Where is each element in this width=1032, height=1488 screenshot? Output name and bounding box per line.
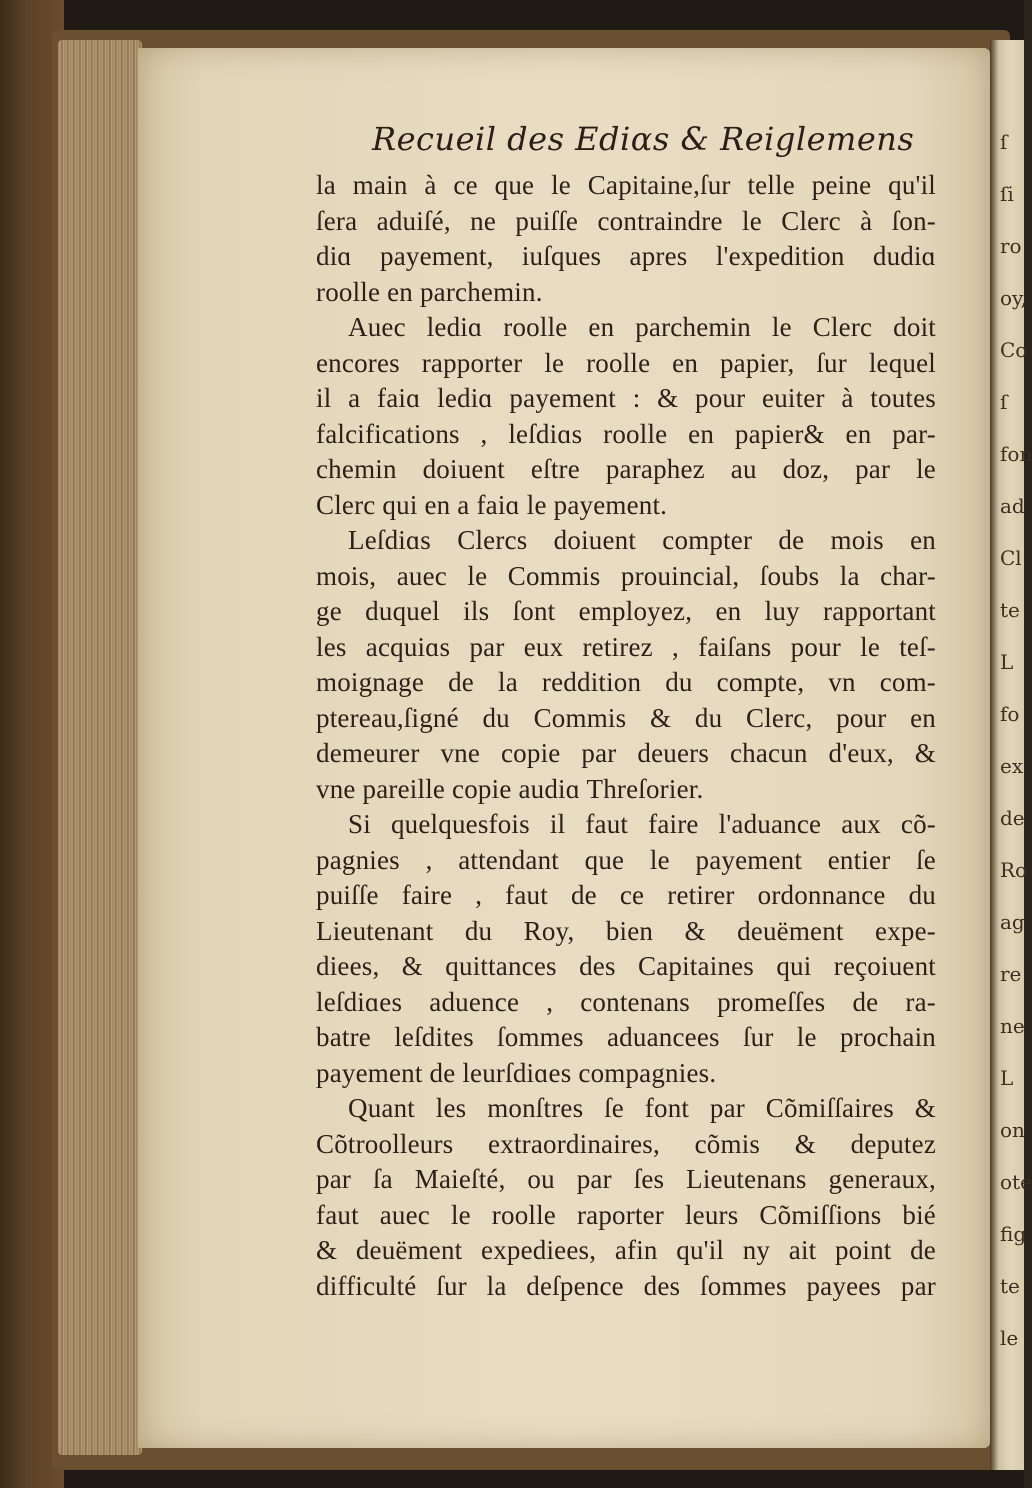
facing-page-fragment: fon bbox=[1000, 442, 1032, 466]
text-line: pagnies , attendant que le payement entier ſe bbox=[316, 844, 936, 875]
text-line: Leſdiɑs Clercs doiuent compter de mois en bbox=[348, 525, 936, 555]
facing-page-fragment: re bbox=[1000, 962, 1022, 986]
facing-page-fragment: de bbox=[1000, 806, 1025, 830]
facing-page-fragment: ag bbox=[1000, 910, 1025, 934]
text-line: demeurer vne copie par deuers chacun d'eux, & bbox=[316, 738, 936, 768]
text-line: par ſa Maieſté, ou par ſes Lieutenans generaux, bbox=[316, 1164, 936, 1194]
facing-page-fragment: te bbox=[1000, 1274, 1020, 1298]
page-edges bbox=[58, 40, 142, 1455]
text-line: falcifications , leſdiɑs roolle en papier& en par- bbox=[316, 418, 936, 449]
facing-page-fragment: fig bbox=[1000, 1222, 1027, 1246]
text-line: mois, auec le Commis prouincial, ſoubs la char- bbox=[316, 560, 936, 591]
facing-page-fragment: Ro bbox=[1000, 858, 1028, 882]
text-line: payement de leurſdiɑes compagnies. bbox=[316, 1057, 717, 1088]
text-line: & deuëment expediees, afin qu'il ny ait point de bbox=[316, 1235, 936, 1265]
text-line: vne pareille copie audiɑ Threſorier. bbox=[316, 773, 704, 804]
text-line: moignage de la reddition du compte, vn com- bbox=[316, 667, 936, 697]
text-line: Si quelquesfois il faut faire l'aduance aux cõ- bbox=[348, 809, 936, 839]
text-line: puiſſe faire , faut de ce retirer ordonnance du bbox=[316, 880, 936, 910]
facing-page-fragment: ex bbox=[1000, 754, 1024, 778]
facing-page-fragment: te bbox=[1000, 598, 1020, 622]
text-line: Quant les monſtres ſe font par Cõmiſſaires & bbox=[348, 1093, 936, 1123]
text-line: Cõtroolleurs extraordinaires, cõmis & deputez bbox=[316, 1128, 936, 1159]
text-line: Clerc qui en a faiɑ le payement. bbox=[316, 489, 668, 520]
facing-page-fragment: ſ bbox=[1000, 390, 1008, 414]
facing-page-fragment: le bbox=[1000, 1326, 1019, 1350]
facing-page-fragment: fo bbox=[1000, 702, 1020, 726]
facing-page-fragment: ſ bbox=[1000, 130, 1008, 154]
facing-page-fragment: ne bbox=[1000, 1014, 1025, 1038]
text-line: Auec lediɑ roolle en parchemin le Clerc doit bbox=[348, 312, 936, 342]
text-line: ſera aduiſé, ne puiſſe contraindre le Clerc à ſon- bbox=[316, 205, 936, 236]
text-line: leſdiɑes aduence , contenans promeſſes de ra- bbox=[316, 986, 936, 1017]
facing-page-fragment: Cl bbox=[1000, 546, 1022, 570]
facing-page-fragment: ad bbox=[1000, 494, 1025, 518]
facing-page-fragment: oy, bbox=[1000, 286, 1028, 310]
facing-page-fragment: L bbox=[1000, 650, 1014, 674]
text-line: encores rapporter le roolle en papier, ſur lequel bbox=[316, 347, 936, 378]
running-head: Recueil des Ediɑs & Reiglemens bbox=[372, 120, 915, 158]
facing-page-fragment: L bbox=[1000, 1066, 1014, 1090]
text-line: diɑ payement, iuſques apres l'expedition dudiɑ bbox=[316, 241, 936, 271]
text-line: Lieutenant du Roy, bien & deuëment expe- bbox=[316, 915, 936, 946]
text-line: les acquiɑs par eux retirez , faiſans pour le teſ- bbox=[316, 631, 936, 662]
text-line: roolle en parchemin. bbox=[316, 276, 543, 307]
facing-page-fragment: on bbox=[1000, 1118, 1025, 1142]
text-line: ptereau,ſigné du Commis & du Clerc, pour en bbox=[316, 702, 936, 733]
text-line: difficulté ſur la deſpence des ſommes payees par bbox=[316, 1270, 936, 1301]
text-line: ge duquel ils ſont employez, en luy rapportant bbox=[316, 596, 936, 626]
text-line: chemin doiuent eſtre paraphez au doz, par le bbox=[316, 454, 936, 484]
facing-page-fragment: Co bbox=[1000, 338, 1028, 362]
text-line: la main à ce que le Capitaine,ſur telle peine qu'il bbox=[316, 170, 936, 200]
facing-page-fragment: ote bbox=[1000, 1170, 1032, 1194]
text-line: batre leſdites ſommes aduancees ſur le prochain bbox=[316, 1022, 936, 1052]
text-line: il a faiɑ lediɑ payement : & pour euiter à toutes bbox=[316, 383, 936, 413]
facing-page-fragment: ſi bbox=[1000, 182, 1014, 206]
facing-page-fragment: ro bbox=[1000, 234, 1022, 258]
text-line: faut auec le roolle raporter leurs Cõmiſſions bié bbox=[316, 1199, 936, 1230]
facing-page-strip bbox=[990, 40, 1032, 1470]
page-text bbox=[316, 168, 936, 1304]
text-line: diees, & quittances des Capitaines qui reçoiuent bbox=[316, 951, 936, 981]
